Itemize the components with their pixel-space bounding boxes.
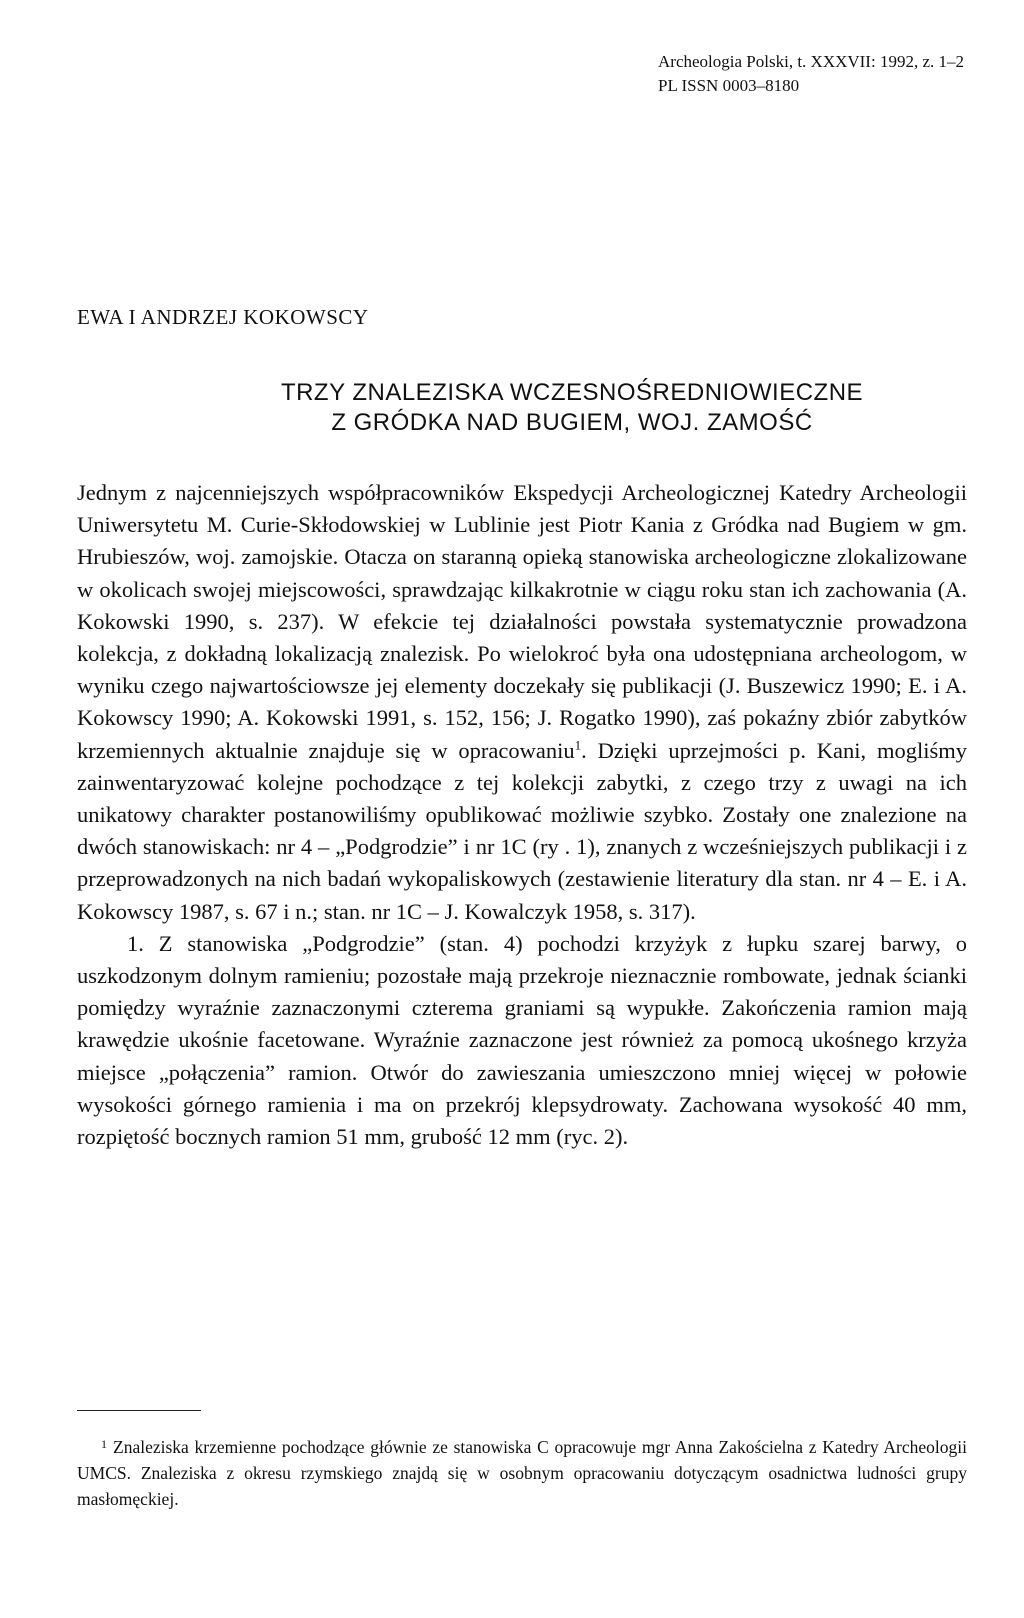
footnote-divider bbox=[77, 1410, 201, 1411]
article-authors: EWA I ANDRZEJ KOKOWSCY bbox=[77, 305, 369, 329]
article-title bbox=[0, 378, 1024, 438]
paragraph-intro-part-2: . Dzięki uprzejmości p. Kani, mogliśmy zainwentaryzować kolejne pochodzące z tej kolekcji zabytki, z czego trzy z uwagi na ich unikatowy charakter postanowiliśmy opublikować możliwie szybko. Zostały one znalezione na dwóch stanowiskach: nr 4 – „Podgrodzie” i nr 1C (ry . 1), znanych z wcześniejszych publikacji i z przeprowadzonych na nich badań wykopaliskowych (zestawienie literatury dla stan. nr 4 – E. i A. Kokowscy 1987, s. 67 i n.; stan. nr 1C – J. Kowalczyk 1958, s. 317). bbox=[77, 737, 967, 924]
footnote bbox=[77, 1431, 967, 1512]
paragraph-intro bbox=[77, 477, 967, 928]
article-title-line-1: TRZY ZNALEZISKA WCZESNOŚREDNIOWIECZNE bbox=[280, 379, 864, 406]
article-body bbox=[77, 477, 967, 1153]
journal-masthead bbox=[658, 50, 964, 98]
footnote-text: Znaleziska krzemienne pochodzące głównie ze stanowiska C opracowuje mgr Anna Zakościelna z Katedry Archeologii UMCS. Znaleziska z okresu rzymskiego znajdą się w osobnym opracowaniu dotyczącym osadnictwa ludności grupy masłomęckiej. bbox=[77, 1437, 967, 1509]
journal-issn: PL ISSN 0003–8180 bbox=[658, 76, 800, 95]
article-title-line-2: Z GRÓDKA NAD BUGIEM, WOJ. ZAMOŚĆ bbox=[331, 409, 813, 436]
footnote-mark: 1 bbox=[101, 1437, 107, 1451]
journal-citation: Archeologia Polski, t. XXXVII: 1992, z. 1–2 bbox=[658, 52, 964, 71]
paragraph-find-1: 1. Z stanowiska „Podgrodzie” (stan. 4) pochodzi krzyżyk z łupku szarej barwy, o uszkodzonym dolnym ramieniu; pozostałe mają przekroje nieznacznie rombowate, jednak ścianki pomiędzy wyraźnie zaznaczonymi czterema graniami są wypukłe. Zakończenia ramion mają krawędzie ukośnie facetowane. Wyraźnie zaznaczone jest również za pomocą ukośnego krzyża miejsce „połączenia” ramion. Otwór do zawieszania umieszczono mniej więcej w połowie wysokości górnego ramienia i ma on przekrój klepsydrowaty. Zachowana wysokość 40 mm, rozpiętość bocznych ramion 51 mm, grubość 12 mm (ryc. 2). bbox=[77, 930, 967, 1150]
paragraph-intro-part-1: Jednym z najcenniejszych współpracowników Ekspedycji Archeologicznej Katedry Archeologii Uniwersytetu M. Curie-Skłodowskiej w Lublinie jest Piotr Kania z Gródka nad Bugiem w gm. Hrubieszów, woj. zamojskie. Otacza on staranną opieką stanowiska archeologiczne zlokalizowane w okolicach swojej miejscowości, sprawdzając kilkakrotnie w ciągu roku stan ich zachowania (A. Kokowski 1990, s. 237). W efekcie tej działalności powstała systematycznie prowadzona kolekcja, z dokładną lokalizacją znalezisk. Po wielokroć była ona udostępniana archeologom, w wyniku czego najwartościowsze jej elementy doczekały się publikacji (J. Buszewicz 1990; E. i A. Kokowscy 1990; A. Kokowski 1991, s. 152, 156; J. Rogatko 1990), zaś pokaźny zbiór zabytków krzemiennych aktualnie znajduje się w opracowaniu bbox=[77, 480, 967, 763]
footnote-reference[interactable]: 1 bbox=[574, 737, 582, 753]
